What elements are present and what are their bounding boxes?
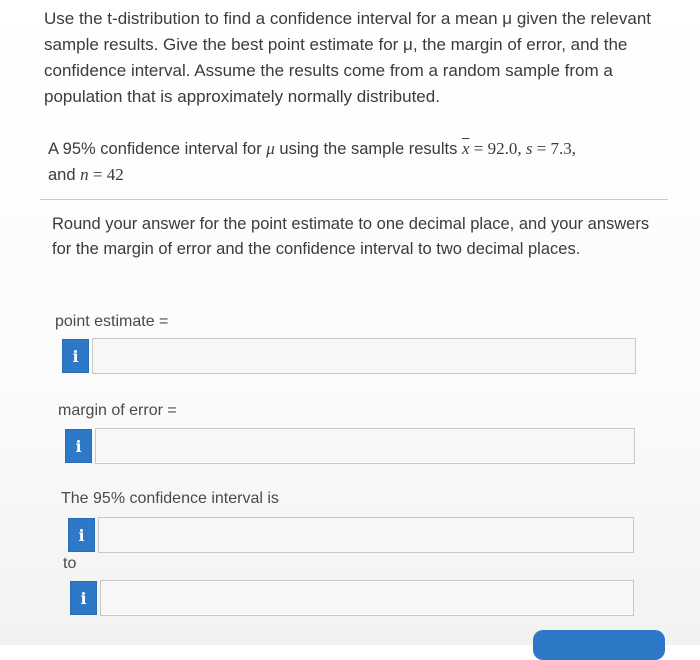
ci-upper-row xyxy=(70,580,634,616)
info-icon[interactable]: i xyxy=(68,518,95,552)
and-text: and xyxy=(48,166,81,184)
margin-of-error-row xyxy=(65,428,635,464)
ci-upper-input[interactable] xyxy=(100,580,634,616)
info-icon[interactable]: i xyxy=(62,339,89,373)
submit-button[interactable] xyxy=(533,630,665,660)
point-estimate-row xyxy=(62,338,636,374)
sample-size: n = 42 xyxy=(80,165,124,184)
ci-lower-input[interactable] xyxy=(98,517,634,553)
sample-mean: $\overline{x} = 92.0$, s = 7.3, xyxy=(461,139,577,158)
point-estimate-label: point estimate = xyxy=(55,313,169,330)
section-divider xyxy=(40,199,668,200)
problem-middle: using the sample results xyxy=(274,140,462,158)
info-icon[interactable]: i xyxy=(70,581,97,615)
problem-prefix: A 95% confidence interval for xyxy=(48,140,267,158)
rounding-instructions: Round your answer for the point estimate to one decimal place, and your answers for the margin of error and the confidence interval to two decimal places. xyxy=(52,215,650,258)
question-text: Use the t-distribution to find a confidence interval for a mean μ given the relevant sample results. Give the best point estimate for μ, the margin of error, and the confidence interval. Assume the results come from a random sample from a population that is approximately normally distributed. xyxy=(44,9,652,106)
info-icon[interactable]: i xyxy=(65,429,92,463)
margin-of-error-input[interactable] xyxy=(95,428,635,464)
margin-of-error-label: margin of error = xyxy=(58,402,177,419)
mu-symbol: μ xyxy=(266,139,275,158)
ci-lower-row xyxy=(68,517,634,553)
confidence-interval-label: The 95% confidence interval is xyxy=(61,490,279,507)
problem-statement xyxy=(48,136,668,188)
to-label: to xyxy=(63,555,77,572)
point-estimate-input[interactable] xyxy=(92,338,636,374)
